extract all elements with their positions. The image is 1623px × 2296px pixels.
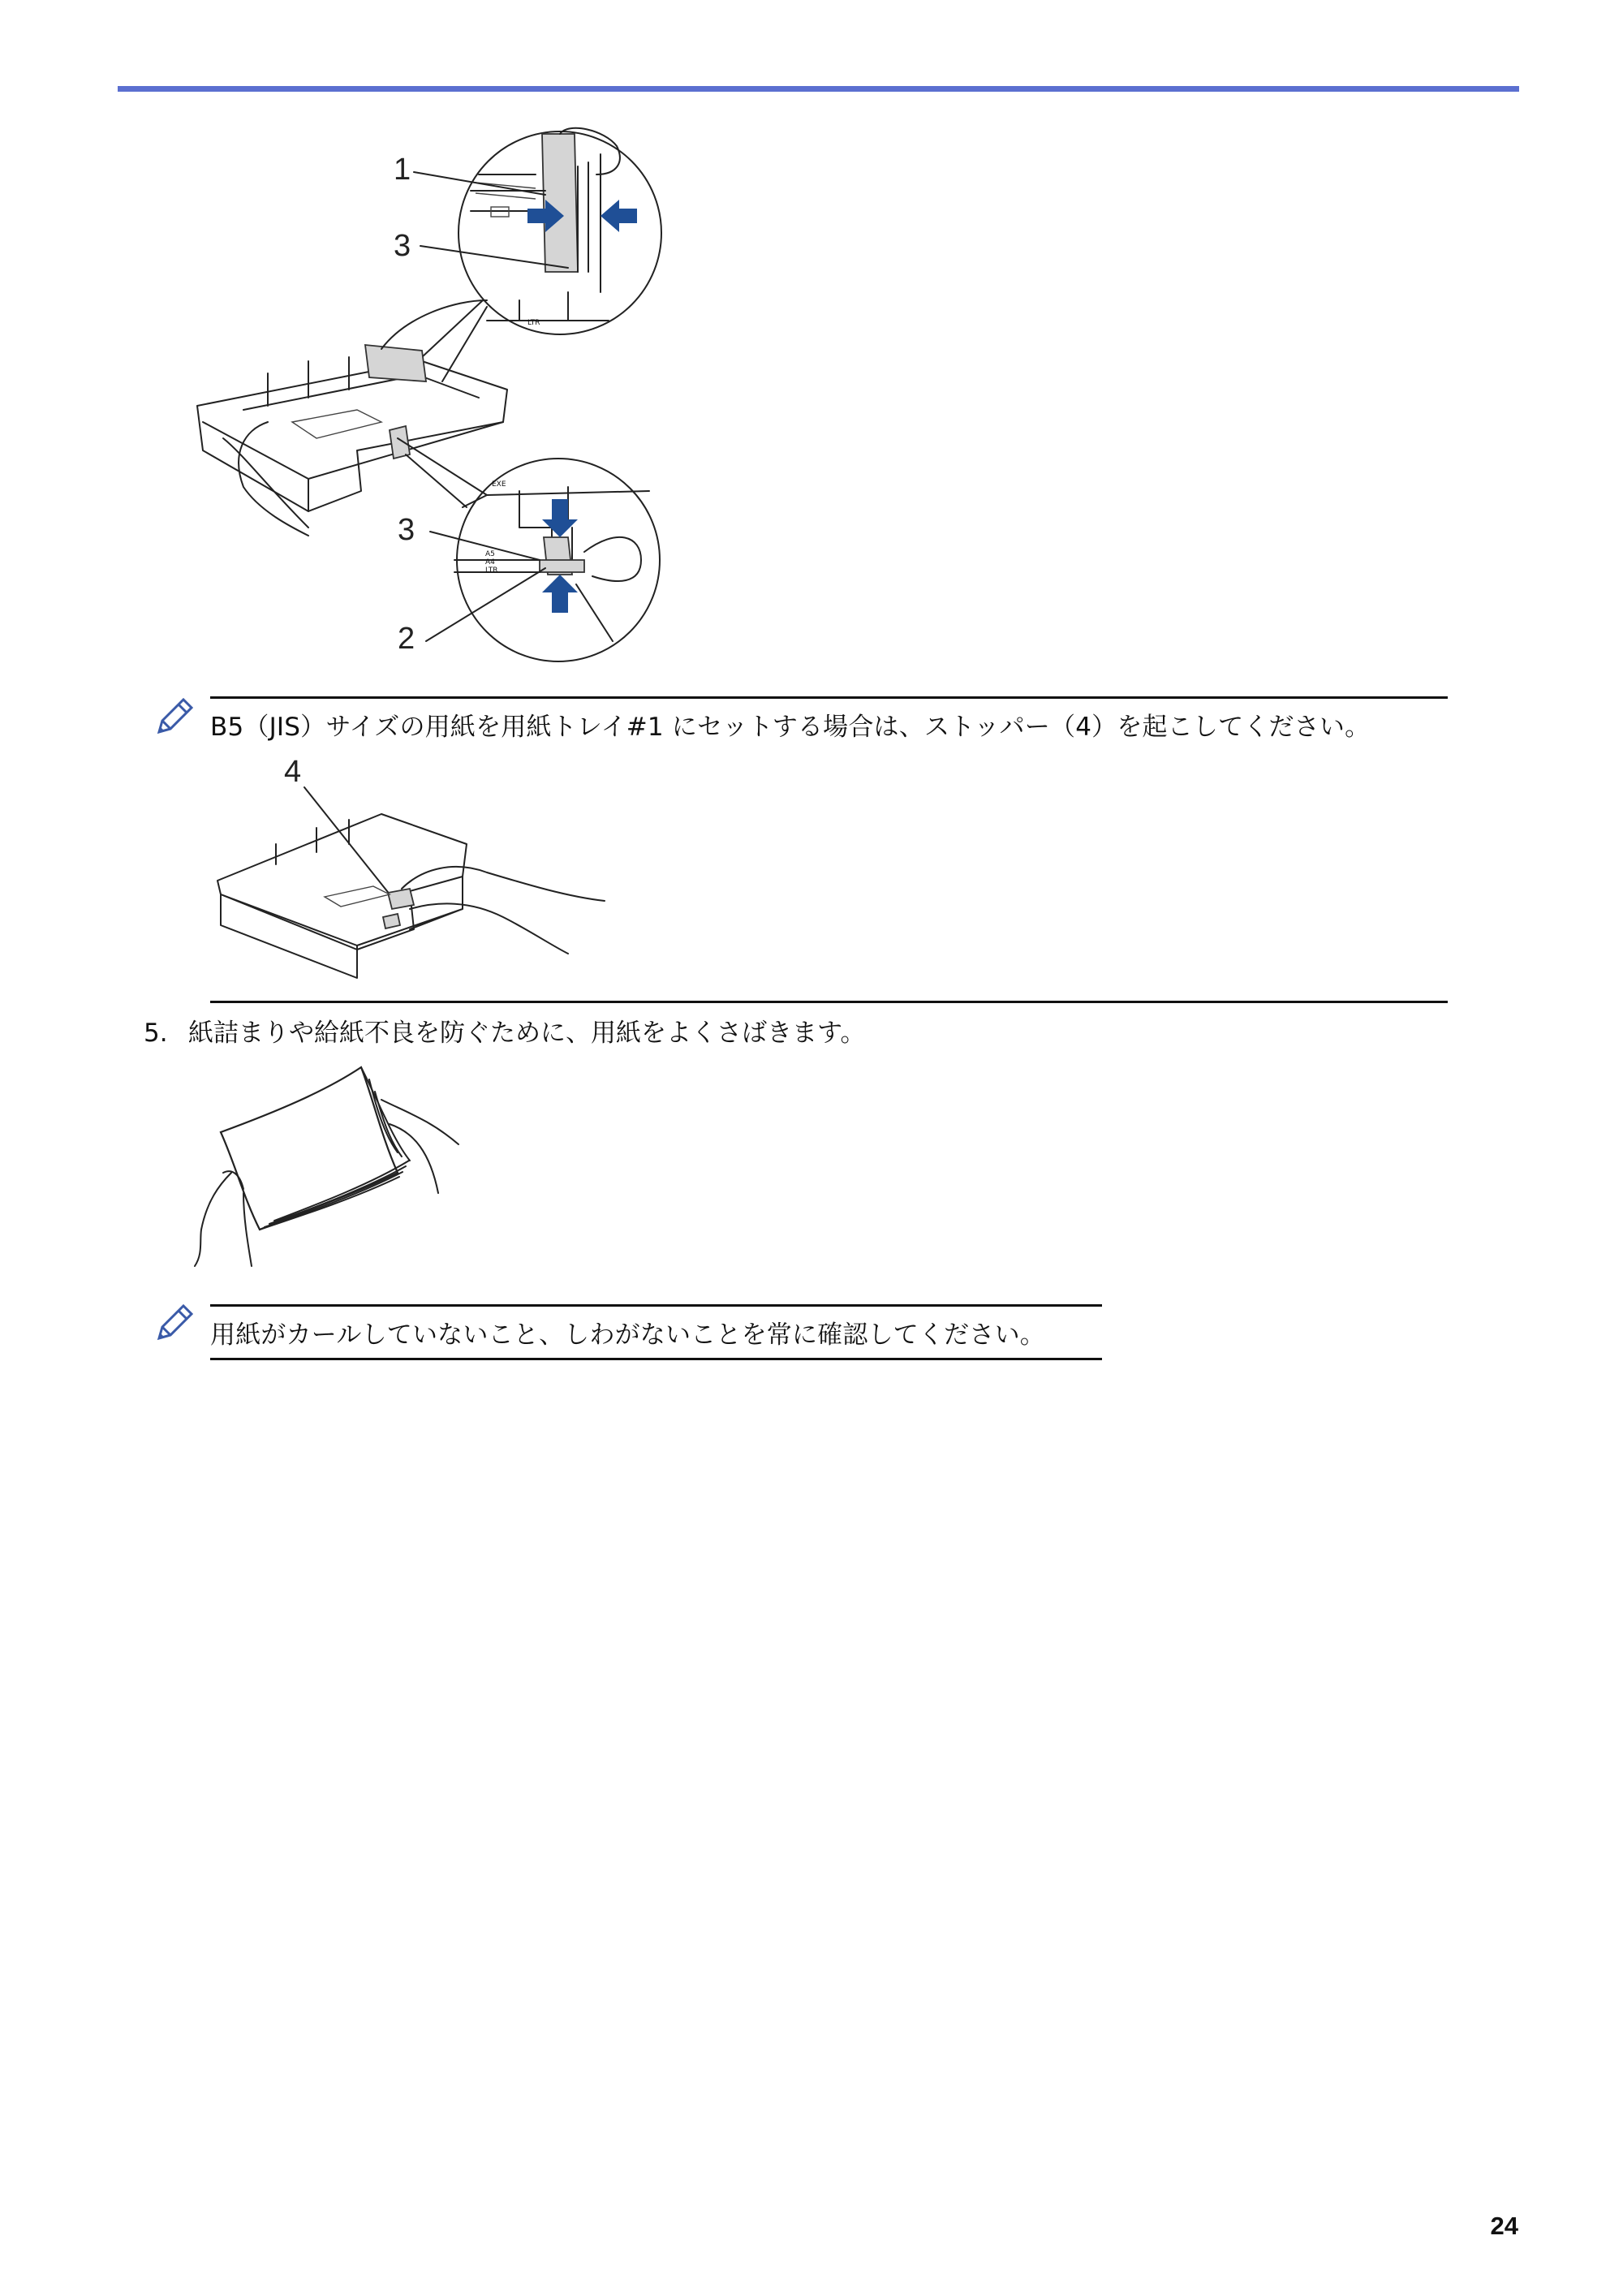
- note-text: B5（JIS）サイズの用紙を用紙トレイ#1 にセットする場合は、ストッパー（4）を起こしてください。: [210, 713, 1371, 742]
- page-number: 24: [1490, 2212, 1518, 2240]
- callout-3-lower: 3: [398, 513, 415, 547]
- step-number: 5.: [144, 1019, 168, 1048]
- tray-label-ltr-top: LTR: [527, 319, 540, 327]
- note-top-rule: [210, 1304, 1102, 1307]
- note-text: 用紙がカールしていないこと、しわがないことを常に確認してください。: [210, 1320, 1045, 1350]
- callout-1: 1: [394, 153, 411, 187]
- callout-4: 4: [284, 755, 302, 789]
- callout-3-upper: 3: [394, 229, 411, 263]
- tray-label-exe: EXE: [492, 480, 506, 489]
- callout-2: 2: [398, 622, 415, 656]
- pencil-icon: [154, 1303, 195, 1343]
- note-bottom-rule: [210, 1358, 1102, 1360]
- tray-size-labels: A5 A4 LTR: [485, 550, 498, 575]
- step-text: 紙詰まりや給紙不良を防ぐために、用紙をよくさばきます。: [188, 1019, 866, 1048]
